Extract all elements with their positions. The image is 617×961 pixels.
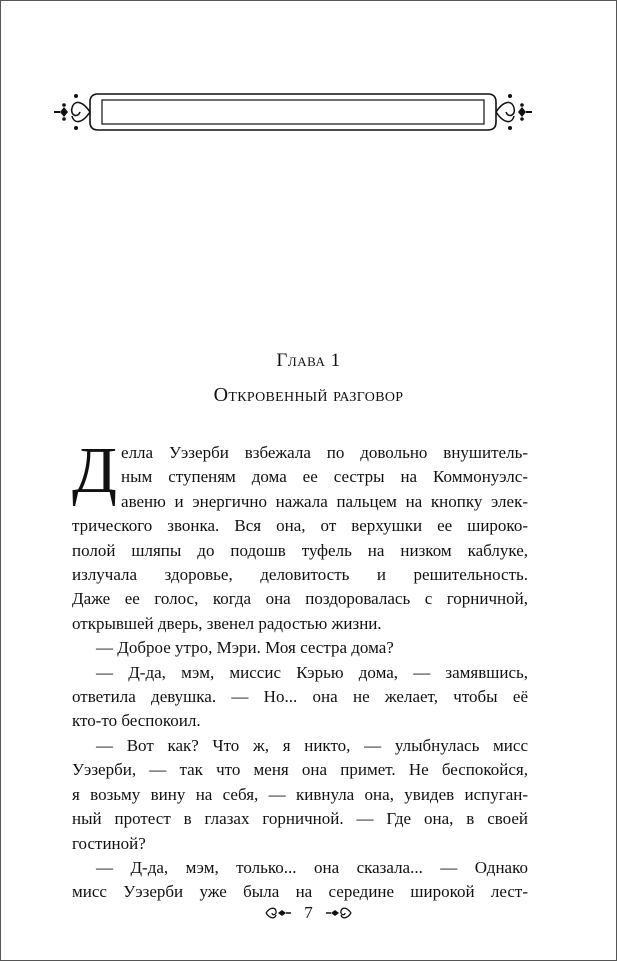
text-line: трического звонка. Вся она, от верхушки ее широко- [72, 516, 528, 536]
text-line: я возьму вину на себя, — кивнула она, увидев испуган- [72, 784, 528, 804]
text-line: авеню и энергично нажала пальцем на кнопку элек- [121, 491, 528, 511]
paragraph-1 [72, 434, 528, 636]
text-line: ным ступеням дома ее сестры на Коммонуэлс- [121, 467, 528, 487]
text-line: — Д-да, мэм, только... она сказала... — Однако [96, 857, 528, 877]
text-line: ответила девушка. — Но... она не желает, чтобы её [72, 687, 528, 707]
paragraph-5 [72, 856, 528, 905]
text-line: мисс Уэзерби уже была на середине широкой лест- [72, 882, 528, 902]
swirl-ornament-icon [264, 906, 292, 920]
text-line: елла Уэзерби взбежала по довольно внушитель- [121, 443, 528, 462]
body-text [72, 434, 528, 905]
paragraph-3 [72, 661, 528, 734]
ornamental-frame-icon [52, 86, 534, 138]
page-number: 7 [304, 903, 313, 922]
text-line: полой шляпы до подошв туфель на низком каблуке, [72, 540, 528, 560]
text-line: — Д-да, мэм, миссис Кэрью дома, — замявшись, [96, 662, 528, 682]
text-line: — Вот как? Что ж, я никто, — улыбнулась мисс [96, 735, 528, 755]
text-line: гостиной? [72, 833, 146, 853]
header-ornamental-frame [52, 86, 534, 138]
text-line: открывшей дверь, звенел радостью жизни. [72, 613, 382, 633]
drop-cap: Д [72, 434, 118, 507]
chapter-number: Глава 1 [276, 350, 341, 371]
text-line: излучала здоровье, деловитость и решительность. [72, 565, 528, 585]
paragraph-4 [72, 734, 528, 856]
paragraph-2 [72, 636, 528, 660]
text-line: — Доброе утро, Мэри. Моя сестра дома? [96, 638, 394, 658]
text-line: Уэзерби, — так что меня она примет. Не беспокойся, [72, 760, 528, 780]
footer-folio [0, 903, 617, 923]
swirl-ornament-icon [325, 906, 353, 920]
chapter-title: Откровенный разговор [213, 384, 404, 406]
text-line: кто-то беспокоил. [72, 711, 201, 731]
text-line: ный протест в глазах горничной. — Где она, в своей [72, 809, 528, 829]
text-line: Даже ее голос, когда она поздоровалась с горничной, [72, 589, 528, 609]
